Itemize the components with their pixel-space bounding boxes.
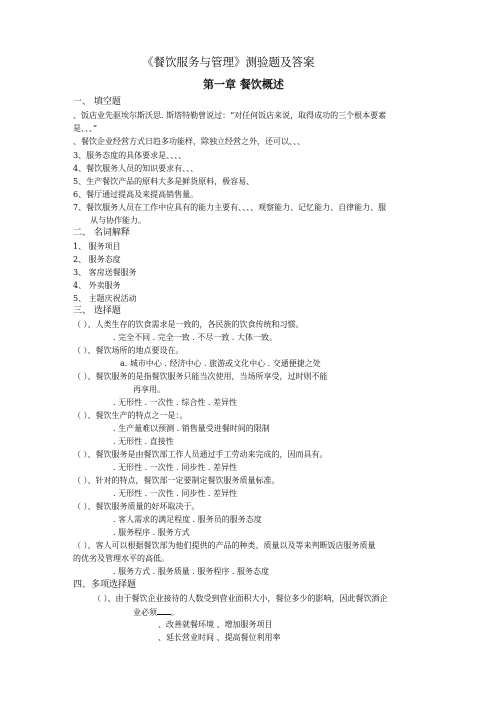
question-continued: 业必须 。: [133, 608, 179, 617]
list-item: 3、 客房送餐服务: [73, 268, 137, 277]
section-heading: 二、 名词解释: [73, 228, 130, 238]
options: . 无形性 . 一次性 . 综合性 . 差异性: [113, 398, 237, 407]
list-item: 1、 服务项目: [73, 242, 121, 251]
question: （ ）、由于餐饮企业接待的人数受到营业面积大小，餐位多少的影响，因此餐饮酒企: [93, 594, 388, 603]
options: . 无形性 . 一次性 . 同步性 . 差异性: [113, 489, 237, 498]
options: 、延长营业时间 、提高餐位利用率: [158, 633, 281, 642]
text-line: 7、餐饮服务人员在工作中应具有的能力主要有、、、、观察能力、记忆能力、自律能力、服: [73, 203, 387, 212]
options: a. 城市中心 . 经济中心 . 旅游或文化中心 . 交通便捷之处: [120, 359, 321, 368]
section-heading: 四、多项选择题: [73, 580, 137, 590]
question: （ ）、餐饮生产的特点之一是：。: [73, 411, 188, 420]
options: . 完全不同 . 完全一致 . 不尽一致 . 大体一致。: [113, 333, 277, 342]
question: （ ）、餐饮服务是由餐饮部工作人员通过手工劳动来完成的，因而具有。: [73, 450, 328, 459]
text-line: 4、餐饮服务人员的知识要求有、、、: [73, 164, 199, 173]
options: . 服务程序 . 服务方式: [113, 528, 190, 537]
options: 、改善就餐环境 、增加服务项目: [158, 620, 273, 629]
options: . 无形性 . 一次性 . 同步性 . 差异性: [113, 463, 237, 472]
text-line: 从与协作能力。: [90, 216, 146, 225]
list-item: 4、 外卖服务: [73, 281, 121, 290]
question: （ ）、针对的特点，餐饮部一定要制定餐饮服务质量标准。: [73, 476, 280, 485]
options: . 客人需求的满足程度 . 服务员的服务态度: [113, 515, 262, 524]
document-title: 《餐饮服务与管理》测验题及答案: [142, 55, 315, 69]
text-line: 是、、、”: [73, 124, 98, 133]
question: （ ）、人类生存的饮食需求是一致的，各民族的饮食传统和习惯。: [73, 320, 304, 329]
chapter-title: 第一章 餐饮概述: [203, 78, 284, 91]
question: （ ）、餐饮场所的地点要设在。: [73, 346, 184, 355]
options: . 无形性 . 直接性: [113, 437, 174, 446]
question-continued: 的优劣及管理水平的高低。: [73, 554, 169, 563]
options: . 生产量难以预测 . 销售量受进餐时间的限制: [113, 424, 270, 433]
section-heading: 一、 填空题: [73, 97, 121, 107]
list-item: 2、 服务态度: [73, 255, 121, 264]
text-line: 3、服务态度的具体要求是、、、、: [73, 151, 187, 160]
text-line: 6、餐厅通过提高及来提高销售量。: [73, 190, 199, 199]
question-continued: 再享用。: [133, 385, 165, 394]
question: （ ）、餐饮服务的是指餐饮服务只能当次使用，当场所享受，过时则不能: [73, 372, 328, 381]
question: （ ）、餐饮服务质量的好坏取决于。: [73, 502, 200, 511]
section-heading: 三、 选择题: [73, 306, 121, 316]
options: . 服务方式 . 服务质量 . 服务程序 . 服务态度: [113, 567, 269, 576]
text-line: 、餐饮企业经营方式日趋多功能样，除独立经营之外，还可以、、、: [73, 137, 305, 146]
answer-blank: [157, 607, 171, 615]
text-line: 5、生产餐饮产品的原料大多是鲜货原料，极容易、: [73, 177, 255, 186]
list-item: 5、 主题庆祝活动: [73, 294, 137, 303]
text-line: 、饭店业先驱埃尔斯沃思. 斯塔特勒曾说过：“对任何饭店来说，取得成功的三个根本要素: [73, 111, 387, 120]
question: （ ）、客人可以根据餐饮部为他们提供的产品的种类、质量以及等来判断饭店服务质量: [73, 541, 376, 550]
